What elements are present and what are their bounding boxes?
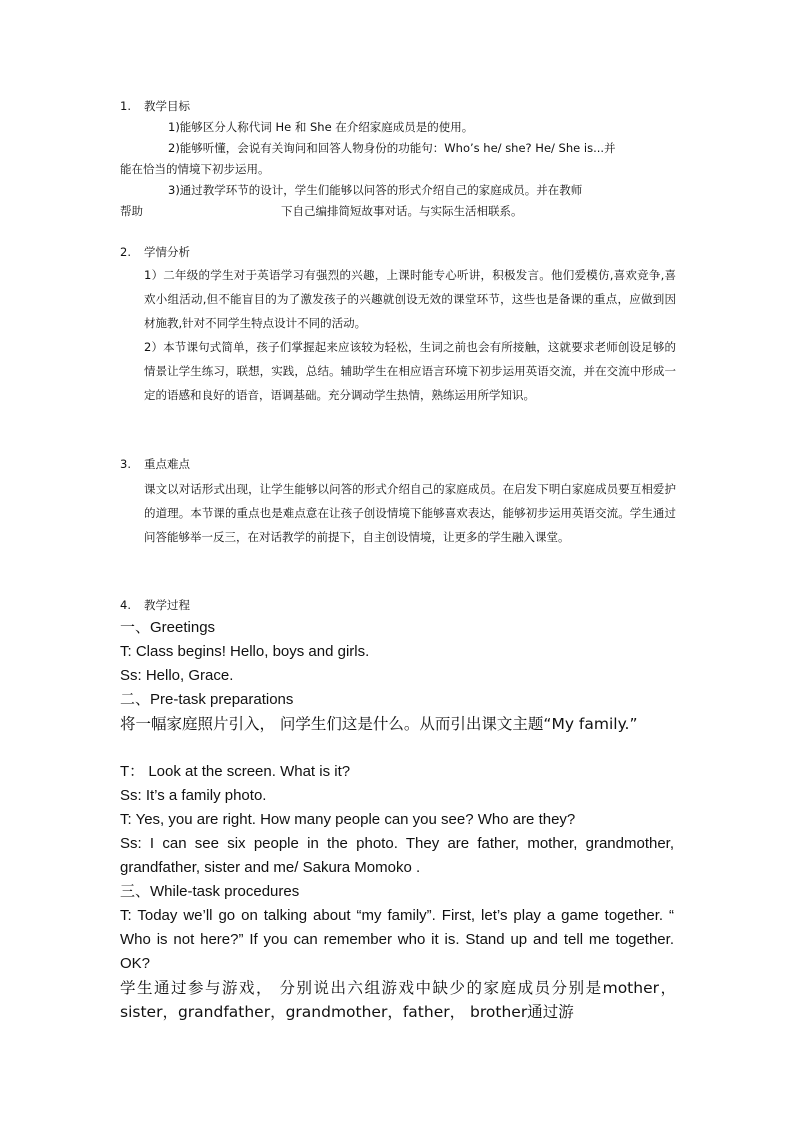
- analysis-paragraph-2: 2）本节课句式简单，孩子们掌握起来应该较为轻松，生词之前也会有所接触，这就要求老师创设足够的情景让学生练习，联想，实践，总结。辅助学生在相应语言环境下初步运用英语交流，并在交流中形成一定的语感和良好的语音，语调基础。充分调动学生热情，熟练运用所学知识。: [144, 340, 676, 402]
- process-lines-2: [120, 760, 676, 832]
- objective-2-line-2: 能在恰当的情境下初步运用。: [120, 162, 270, 176]
- objective-1: 1)能够区分人称代词 He 和 She 在介绍家庭成员是的使用。: [168, 120, 474, 134]
- section-title: 重点难点: [144, 457, 190, 471]
- objective-3-text-right: 下自己编排简短故事对话。与实际生活相联系。: [281, 204, 523, 218]
- step-3-title: 三、While-task procedures: [120, 883, 300, 900]
- dialogue-line: T: Yes, you are right. How many people can you see? Who are they?: [120, 811, 576, 828]
- students-answer: Ss: I can see six people in the photo. They are father, mother, grandmother, grandfather, sister and me/ Sakura Momoko .: [120, 835, 674, 876]
- dialogue-line: Ss: It’s a family photo.: [120, 787, 267, 804]
- step-1-title: 一、Greetings: [120, 619, 216, 636]
- section-1-heading: [120, 96, 190, 117]
- analysis-paragraph-1: 1）二年级的学生对于英语学习有强烈的兴趣，上课时能专心听讲，积极发言。他们爱模仿,喜欢竞争,喜欢小组活动,但不能盲目的为了激发孩子的兴趣就创设无效的课堂环节，这些也是备课的重点，应做到因材施教,针对不同学生特点设计不同的活动。: [144, 268, 676, 330]
- objective-3-line-1: 3)通过教学环节的设计，学生们能够以问答的形式介绍自己的家庭成员。并在教师: [168, 183, 583, 197]
- game-description: 学生通过参与游戏， 分别说出六组游戏中缺少的家庭成员分别是mother，sister，grandfather，grandmother，father， brother通过游: [120, 979, 676, 1021]
- section-title: 学情分析: [144, 245, 190, 259]
- step-2-title: 二、Pre-task preparations: [120, 691, 294, 708]
- section-number: 1.: [120, 99, 131, 113]
- section-number: 2.: [120, 245, 131, 259]
- dialogue-line: T： Look at the screen. What is it?: [120, 763, 351, 780]
- section-4-heading: [120, 595, 190, 616]
- dialogue-line: Ss: Hello, Grace.: [120, 667, 234, 684]
- section-title: 教学过程: [144, 598, 190, 612]
- dialogue-line: T: Class begins! Hello, boys and girls.: [120, 643, 370, 660]
- section-title: 教学目标: [144, 99, 190, 113]
- objective-2-line-1: 2)能够听懂，会说有关询问和回答人物身份的功能句：Who’s he/ she? He/ She is...并: [168, 141, 616, 155]
- section-number: 4.: [120, 598, 131, 612]
- process-lines-1: [120, 616, 676, 712]
- section-2-heading: [120, 242, 190, 263]
- objective-3-text-left: 帮助: [120, 204, 143, 218]
- objective-3-line-2: [120, 201, 678, 222]
- pre-task-description: 将一幅家庭照片引入， 问学生们这是什么。从而引出课文主题“My family.”: [120, 715, 638, 733]
- teacher-instruction: T: Today we’ll go on talking about “my family”. First, let’s play a game together. “ Who is not here?” If you can remember who it is. Stand up and tell me together. OK?: [120, 907, 674, 972]
- section-3-heading: [120, 454, 190, 475]
- section-number: 3.: [120, 457, 131, 471]
- key-points-paragraph: 课文以对话形式出现，让学生能够以问答的形式介绍自己的家庭成员。在启发下明白家庭成员要互相爱护的道理。本节课的重点也是难点意在让孩子创设情境下能够喜欢表达，能够初步运用英语交流。学生通过问答能够举一反三，在对话教学的前提下，自主创设情境，让更多的学生融入课堂。: [144, 482, 676, 544]
